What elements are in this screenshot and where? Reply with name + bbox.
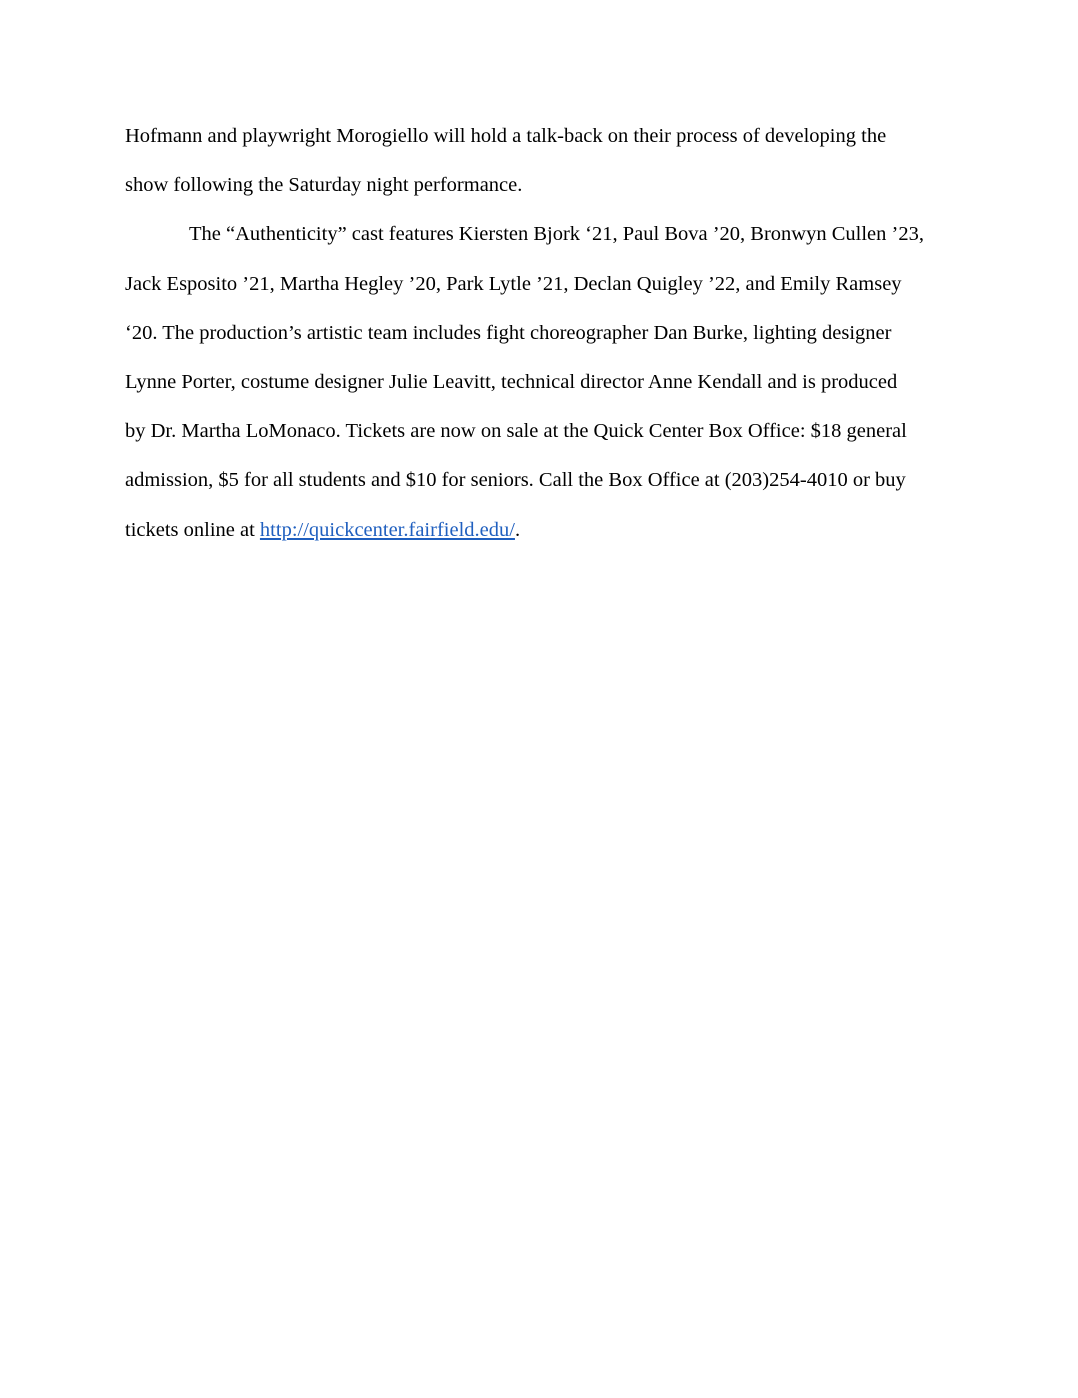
text-line: by Dr. Martha LoMonaco. Tickets are now on sale at the Quick Center Box Office: $18 general — [125, 420, 907, 443]
text-line: Jack Esposito ’21, Martha Hegley ’20, Park Lytle ’21, Declan Quigley ’22, and Emily Ramsey — [125, 272, 902, 295]
text-line: Lynne Porter, costume designer Julie Leavitt, technical director Anne Kendall and is produced — [125, 371, 898, 394]
text-line: show following the Saturday night performance. — [125, 174, 523, 197]
text-line: ‘20. The production’s artistic team includes fight choreographer Dan Burke, lighting designer — [125, 321, 892, 344]
text-line: Hofmann and playwright Morogiello will hold a talk-back on their process of developing the — [125, 125, 887, 147]
box-office-link[interactable]: http://quickcenter.fairfield.edu/ — [259, 518, 515, 541]
text-fragment: tickets online at — [125, 518, 260, 541]
body-text — [125, 112, 957, 555]
text-line-last — [125, 506, 957, 555]
text-line: admission, $5 for all students and $10 for seniors. Call the Box Office at (203)254-4010 or buy — [125, 469, 906, 492]
text-line: The “Authenticity” cast features Kiersten Bjork ‘21, Paul Bova ’20, Bronwyn Cullen ’23, — [189, 223, 924, 246]
paragraph-talkback — [125, 112, 957, 210]
text-fragment: . — [514, 518, 521, 541]
paragraph-cast-tickets — [125, 210, 957, 554]
